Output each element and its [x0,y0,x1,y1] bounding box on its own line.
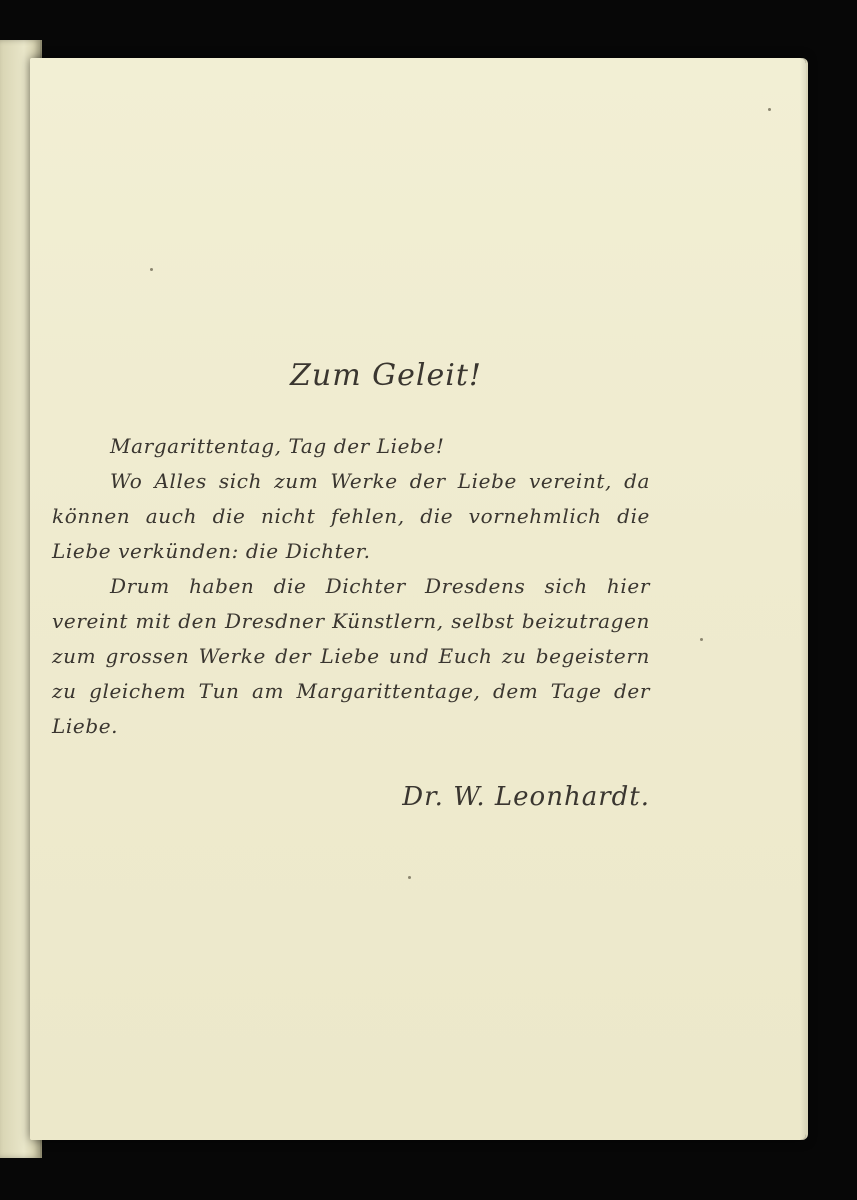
paragraph-3: Drum haben die Dichter Dresdens sich hier vereint mit den Dresdner Künstlern, selbst beizutragen zum grossen Werke der Liebe und Euch zu begeistern zu gleichem Tun am Margarittentage, dem Tage der Liebe. [52,574,650,738]
paragraph-1: Margarittentag, Tag der Liebe! [110,434,445,458]
paper-speck [768,108,771,111]
foreword-text [52,358,650,812]
paper-speck [700,638,703,641]
paper-speck [408,876,411,879]
paragraph-2: Wo Alles sich zum Werke der Liebe vereint, da können auch die nicht fehlen, die vornehmlich die Liebe verkünden: die Dichter. [52,469,650,563]
book-page [30,58,806,1140]
signature: Dr. W. Leonhardt. [402,782,650,812]
page-title: Zum Geleit! [290,358,482,393]
paper-speck [150,268,153,271]
